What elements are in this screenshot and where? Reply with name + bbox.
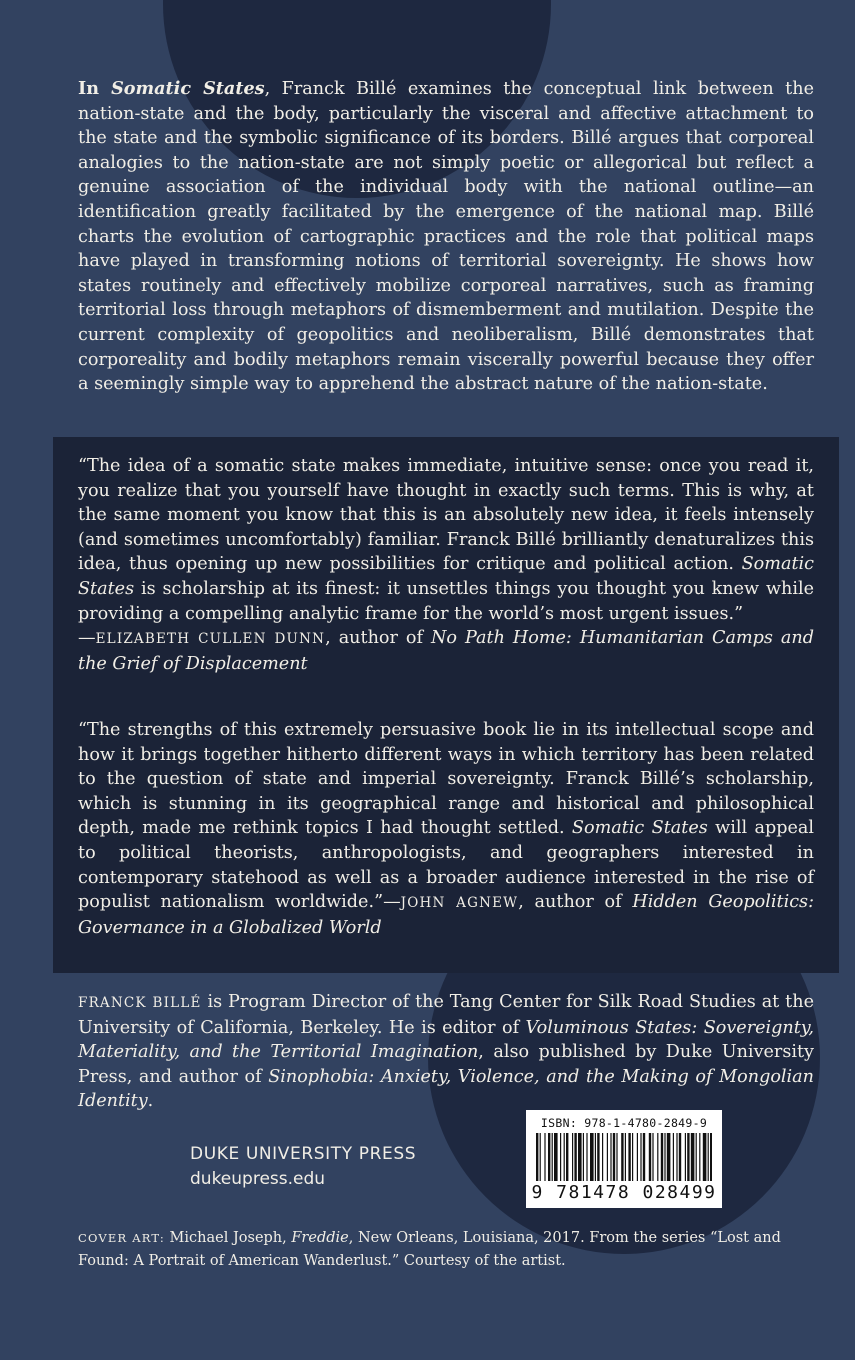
bio-author-name: FRANCK BILLÉ — [78, 995, 202, 1011]
barcode-bar — [667, 1133, 671, 1181]
barcode-bar — [637, 1133, 638, 1181]
barcode-bar — [621, 1133, 623, 1181]
barcode-bar — [710, 1133, 712, 1181]
credit-label: COVER ART: — [78, 1231, 165, 1245]
isbn-barcode — [526, 1110, 722, 1208]
quote-2-author-book: Hidden Geopolitics: Governance in a Globalized World — [78, 892, 815, 938]
barcode-bar — [643, 1133, 645, 1181]
barcode-bar — [664, 1133, 665, 1181]
description-book-title: Somatic States — [111, 78, 265, 99]
barcode-bar — [564, 1133, 565, 1181]
credit-title: Freddie — [291, 1230, 349, 1246]
barcode-bar — [552, 1133, 553, 1181]
barcode-digits: 9 781478 028499 — [531, 1182, 717, 1203]
barcode-bar — [574, 1133, 576, 1181]
publisher-block — [190, 1142, 416, 1192]
publisher-url: dukeupress.edu — [190, 1169, 326, 1189]
bio-book-1: Voluminous States: Sovereignty, Materiality, and the Territorial Imagination — [78, 1017, 814, 1063]
author-bio: FRANCK BILLÉ is Program Director of the Tang Center for Silk Road Studies at the University of California, Berkeley. He is editor of Voluminous States: Sovereignty, Materiality, and the Territorial Imagination, also published by Duke University Press, and author of Sinophobia: Anxiety, Violence, and the Making of Mongolian Identity. — [78, 992, 814, 1112]
quote-1-author: ELIZABETH CULLEN DUNN — [95, 631, 326, 648]
barcode-bar — [691, 1133, 695, 1181]
barcode-bar — [554, 1133, 558, 1181]
barcode-bar — [673, 1133, 674, 1181]
barcode-bar — [613, 1133, 615, 1181]
cover-art-credit: COVER ART: Michael Joseph, Freddie, New Orleans, Louisiana, 2017. From the series “Lost and Found: A Portrait of American Wanderlust.” Courtesy of the artist. — [78, 1230, 781, 1269]
description-lead-in: In Somatic States — [78, 78, 265, 99]
barcode-bar — [536, 1133, 538, 1181]
barcode-bar — [687, 1133, 689, 1181]
book-description — [78, 77, 814, 397]
blurb-quote-2: “The strengths of this extremely persuasive book lie in its intellectual scope and how it brings together hitherto different ways in which territory has been related to the question of state and imperial sovereignty. Franck Billé’s scholarship, which is stunning in its geographical range and historical and philosophical depth, made me rethink topics I had thought settled. Somatic States will appeal to political theorists, anthropologists, and geographers interested in contemporary statehood as well as a broader audience interested in the rise of populist nationalism worldwide.”—JOHN AGNEW, author of Hidden Geopolitics: Governance in a Globalized World — [78, 720, 815, 938]
barcode-bar — [703, 1133, 707, 1181]
barcode-bar — [632, 1133, 633, 1181]
barcode-bar — [566, 1133, 568, 1181]
barcode-bar — [560, 1133, 561, 1181]
isbn-label: ISBN: 978-1-4780-2849-9 — [540, 1116, 708, 1130]
barcode-bar — [607, 1133, 608, 1181]
barcode-bars — [536, 1133, 712, 1181]
barcode-bar — [628, 1133, 630, 1181]
barcode-bar — [572, 1133, 573, 1181]
barcode-bar — [540, 1133, 541, 1181]
quote-2-title-ref: Somatic States — [571, 818, 708, 839]
quote-1-author-book: No Path Home: Humanitarian Camps and the Grief of Displacement — [78, 628, 815, 674]
quote-2-author: JOHN AGNEW — [400, 895, 519, 912]
publisher-name: DUKE UNIVERSITY PRESS — [190, 1144, 417, 1164]
barcode-bar — [583, 1133, 584, 1181]
barcode-bar — [590, 1133, 594, 1181]
barcode-bar — [661, 1133, 663, 1181]
description-body: , Franck Billé examines the conceptual link between the nation-state and the body, particularly the visceral and affective attachment to the state and the symbolic significance of its borders. Billé argues that corporeal analogies to the nation-state are not simply poetic or allegorical but reflect a genuine association of the individual body with the national outline—an identification greatly facilitated by the emergence of the national map. Billé charts the evolution of cartographic practices and the role that political maps have played in transforming notions of territorial sovereignty. He shows how states routinely and effectively mobilize corporeal narratives, such as framing territorial loss through metaphors of dismemberment and mutilation. Despite the current complexity of geopolitics and neoliberalism, Billé demonstrates that corporeality and bodily metaphors remain viscerally powerful because they offer a seemingly simple way to apprehend the abstract nature of the nation-state. — [78, 79, 814, 395]
barcode-bar — [708, 1133, 709, 1181]
barcode-bar — [586, 1133, 587, 1181]
quote-1-title-ref: Somatic States — [78, 554, 814, 599]
barcode-bar — [679, 1133, 681, 1181]
barcode-bar — [597, 1133, 599, 1181]
barcode-bar — [685, 1133, 686, 1181]
barcode-bar — [602, 1133, 603, 1181]
barcode-bar — [616, 1133, 617, 1181]
bio-book-2: Sinophobia: Anxiety, Violence, and the Making of Mongolian Identity — [78, 1066, 814, 1112]
barcode-bar — [595, 1133, 596, 1181]
barcode-bar — [544, 1133, 545, 1181]
barcode-bar — [652, 1133, 653, 1181]
blurb-quote-1: “The idea of a somatic state makes immediate, intuitive sense: once you read it, you realize that you yourself have thought in exactly such terms. This is why, at the same moment you know that this is an absolutely new idea, it feels intensely (and sometimes uncomfortably) familiar. Franck Billé brilliantly denaturalizes this idea, thus opening up new possibilities for critique and political action. Somatic States is scholarship at its finest: it unsettles things you thought you knew while providing a compelling analytic frame for the world’s most urgent issues.” —ELIZABETH CULLEN DUNN, author of No Path Home: Humanitarian Camps and the Grief of Displacement — [78, 456, 815, 674]
barcode-bar — [649, 1133, 651, 1181]
barcode-bar — [657, 1133, 658, 1181]
barcode-bar — [696, 1133, 697, 1181]
barcode-bar — [640, 1133, 641, 1181]
barcode-bar — [625, 1133, 626, 1181]
barcode-bar — [548, 1133, 550, 1181]
barcode-bar — [610, 1133, 611, 1181]
barcode-bar — [699, 1133, 700, 1181]
barcode-bar — [578, 1133, 582, 1181]
barcode-bar — [676, 1133, 677, 1181]
